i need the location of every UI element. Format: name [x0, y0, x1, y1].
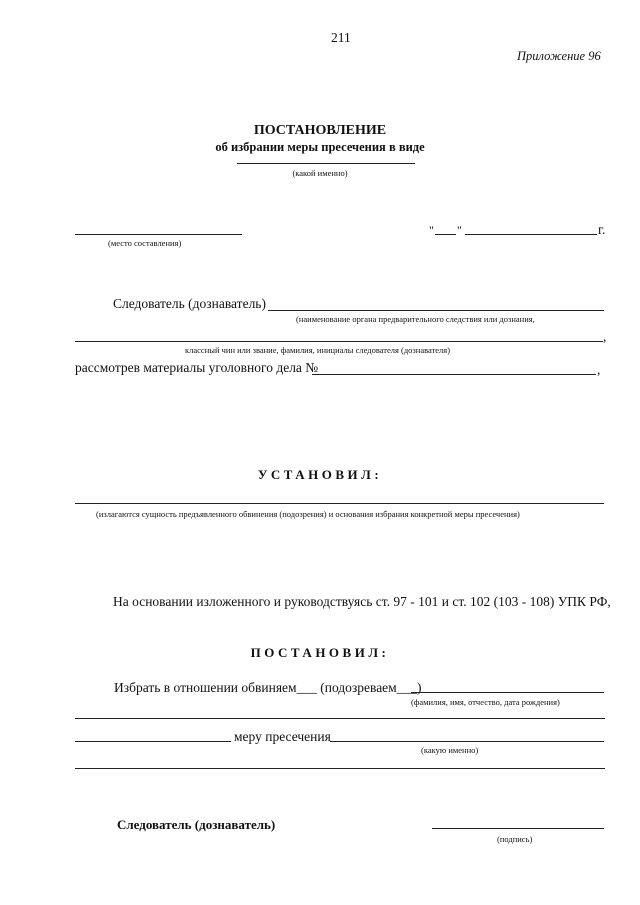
investigator-body-line[interactable]	[268, 310, 604, 311]
measure-line-2[interactable]	[75, 768, 605, 769]
measure-prefix-line[interactable]	[75, 741, 231, 742]
accused-name-hint: (фамилия, имя, отчество, дата рождения)	[411, 697, 560, 707]
document-title: ПОСТАНОВЛЕНИЕ	[253, 123, 387, 138]
date-quote-close: "	[457, 223, 462, 237]
measure-kind-line[interactable]	[237, 163, 415, 164]
legal-basis-text: На основании изложенного и руководствуясь ст. 97 - 101 и ст. 102 (103 - 108) УПК РФ,	[113, 594, 611, 609]
accused-name-line[interactable]	[411, 692, 604, 693]
charges-line[interactable]	[75, 503, 604, 504]
date-month-year-line[interactable]	[465, 234, 597, 235]
rank-line-comma: ,	[603, 329, 607, 344]
date-day-line[interactable]	[435, 234, 456, 235]
choose-for-label: Избрать в отношении обвиняем___ (подозреваем___)	[114, 680, 422, 695]
page-number: 211	[331, 30, 351, 45]
investigator-label: Следователь (дознаватель)	[113, 296, 266, 311]
appendix-label: Приложение 96	[517, 49, 601, 63]
investigator-rank-line[interactable]	[75, 341, 603, 342]
resolved-heading: ПОСТАНОВИЛ:	[250, 645, 390, 660]
document-subtitle: об избрании меры пресечения в виде	[215, 140, 425, 154]
place-hint: (место составления)	[108, 238, 182, 248]
charges-hint: (излагаются сущность предъявленного обвинения (подозрения) и основания избрания конкретной меры пресечения)	[96, 509, 520, 519]
established-heading: УСТАНОВИЛ:	[257, 467, 383, 482]
measure-line[interactable]	[330, 741, 604, 742]
signature-hint: (подпись)	[497, 834, 533, 844]
investigator-body-hint: (наименование органа предварительного следствия или дознания,	[296, 314, 535, 324]
place-line[interactable]	[75, 234, 242, 235]
year-suffix: г.	[598, 222, 606, 237]
measure-kind-hint: (какой именно)	[292, 168, 348, 178]
accused-name-line-2[interactable]	[75, 718, 605, 719]
reviewed-case-label: рассмотрев материалы уголовного дела №	[75, 360, 319, 375]
case-line-comma: ,	[597, 362, 601, 377]
signature-line[interactable]	[432, 828, 604, 829]
measure-label: меру пресечения	[234, 729, 331, 744]
date-quote-open: "	[429, 223, 434, 237]
case-number-line[interactable]	[312, 374, 596, 375]
signature-label: Следователь (дознаватель)	[117, 817, 276, 832]
investigator-rank-hint: классный чин или звание, фамилия, инициалы следователя (дознавателя)	[185, 345, 451, 355]
measure-hint: (какую именно)	[421, 745, 479, 755]
